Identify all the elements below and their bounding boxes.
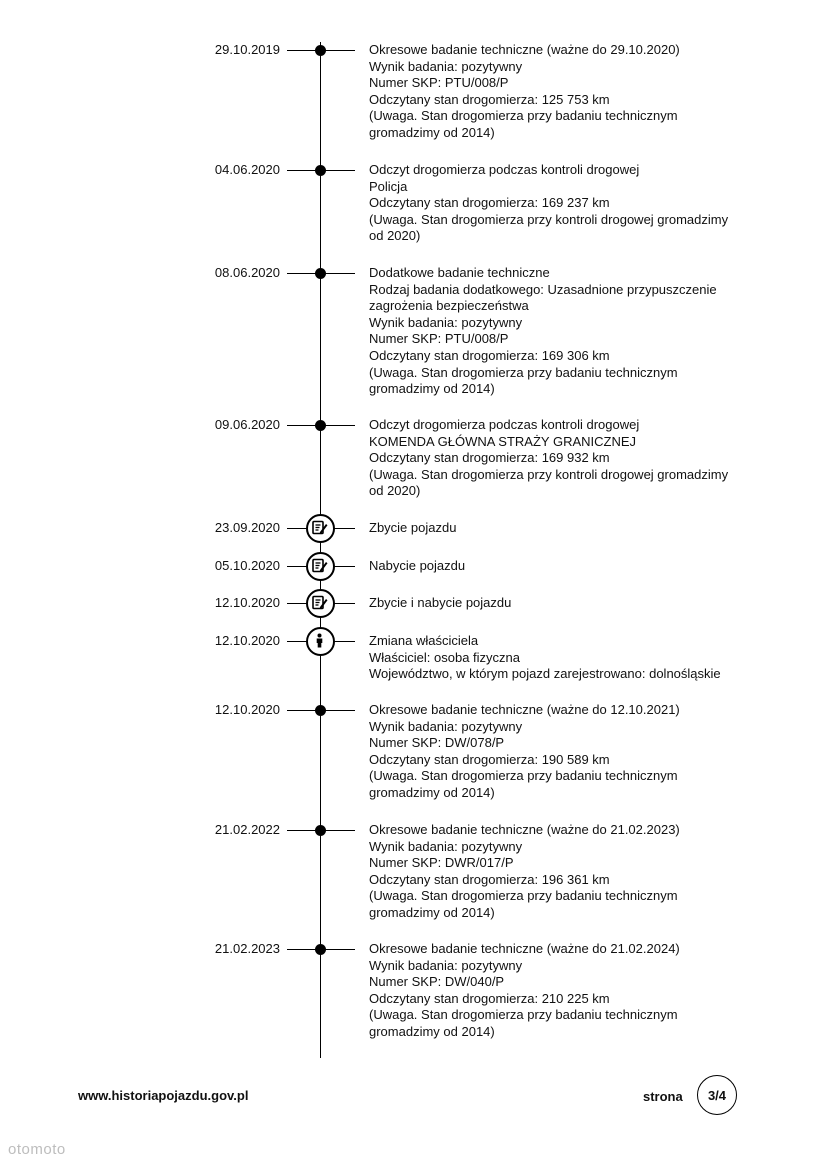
- person-icon: [306, 627, 335, 656]
- entry-line: gromadzimy od 2014): [369, 1023, 495, 1039]
- timeline-dot: [315, 268, 326, 279]
- entry-date: 05.10.2020: [214, 558, 280, 573]
- page-number: 3/4: [707, 1087, 727, 1103]
- entry-description: [369, 633, 769, 683]
- entry-description: [369, 558, 769, 575]
- entry-line: Wynik badania: pozytywny: [369, 314, 523, 330]
- entry-date: 21.02.2023: [214, 941, 280, 956]
- entry-line: gromadzimy od 2014): [369, 784, 495, 800]
- entry-line: Numer SKP: DW/078/P: [369, 735, 505, 751]
- entry-line: gromadzimy od 2014): [369, 904, 495, 920]
- entry-line: Numer SKP: PTU/008/P: [369, 75, 509, 91]
- entry-line: (Uwaga. Stan drogomierza przy badaniu technicznym: [369, 364, 678, 380]
- entry-line: od 2020): [369, 483, 421, 499]
- entry-line: gromadzimy od 2014): [369, 124, 495, 140]
- entry-line: Odczytany stan drogomierza: 210 225 km: [369, 990, 610, 1006]
- entry-line: Numer SKP: DWR/017/P: [369, 855, 514, 871]
- entry-date: 12.10.2020: [214, 702, 280, 717]
- entry-description: [369, 42, 769, 142]
- document-edit-icon: [306, 514, 335, 543]
- timeline-dot: [315, 825, 326, 836]
- entry-line: gromadzimy od 2014): [369, 381, 495, 397]
- entry-line: (Uwaga. Stan drogomierza przy badaniu technicznym: [369, 1007, 678, 1023]
- entry-line: Właściciel: osoba fizyczna: [369, 649, 520, 665]
- connector-right: [321, 273, 355, 274]
- entry-date: 12.10.2020: [214, 633, 280, 648]
- timeline-dot: [315, 420, 326, 431]
- connector-right: [321, 949, 355, 950]
- document-edit-icon: [306, 589, 335, 618]
- timeline-dot: [315, 705, 326, 716]
- document-edit-icon: [306, 552, 335, 581]
- entry-description: [369, 941, 769, 1041]
- entry-line: Wynik badania: pozytywny: [369, 838, 523, 854]
- entry-line: Odczytany stan drogomierza: 169 306 km: [369, 347, 610, 363]
- connector-right: [321, 50, 355, 51]
- entry-date: 29.10.2019: [214, 42, 280, 57]
- entry-line: (Uwaga. Stan drogomierza przy badaniu technicznym: [369, 108, 678, 124]
- timeline-dot: [315, 165, 326, 176]
- entry-line: Okresowe badanie techniczne (ważne do 29.10.2020): [369, 42, 680, 57]
- entry-line: zagrożenia bezpieczeństwa: [369, 298, 529, 314]
- entry-line: Odczytany stan drogomierza: 190 589 km: [369, 751, 610, 767]
- entry-line: (Uwaga. Stan drogomierza przy badaniu technicznym: [369, 888, 678, 904]
- timeline-dot: [315, 45, 326, 56]
- entry-line: Rodzaj badania dodatkowego: Uzasadnione przypuszczenie: [369, 281, 717, 297]
- entry-line: (Uwaga. Stan drogomierza przy badaniu technicznym: [369, 768, 678, 784]
- entry-line: (Uwaga. Stan drogomierza przy kontroli drogowej gromadzimy: [369, 211, 729, 227]
- entry-line: Numer SKP: DW/040/P: [369, 974, 505, 990]
- entry-date: 21.02.2022: [214, 822, 280, 837]
- entry-line: Odczyt drogomierza podczas kontroli drogowej: [369, 162, 640, 177]
- entry-date: 12.10.2020: [214, 595, 280, 610]
- entry-date: 08.06.2020: [214, 265, 280, 280]
- watermark: otomoto: [8, 1141, 66, 1158]
- entry-date: 04.06.2020: [214, 162, 280, 177]
- entry-line: Odczytany stan drogomierza: 169 932 km: [369, 450, 610, 466]
- connector-right: [321, 425, 355, 426]
- entry-date: 23.09.2020: [214, 520, 280, 535]
- entry-line: Odczyt drogomierza podczas kontroli drogowej: [369, 417, 640, 432]
- footer-url[interactable]: www.historiapojazdu.gov.pl: [78, 1088, 249, 1103]
- entry-date: 09.06.2020: [214, 417, 280, 432]
- entry-line: Zbycie pojazdu: [369, 520, 457, 535]
- entry-line: Województwo, w którym pojazd zarejestrowano: dolnośląskie: [369, 666, 721, 682]
- entry-line: (Uwaga. Stan drogomierza przy kontroli drogowej gromadzimy: [369, 466, 729, 482]
- entry-line: Wynik badania: pozytywny: [369, 957, 523, 973]
- entry-line: KOMENDA GŁÓWNA STRAŻY GRANICZNEJ: [369, 433, 637, 449]
- entry-line: Dodatkowe badanie techniczne: [369, 265, 550, 280]
- connector-right: [321, 710, 355, 711]
- entry-line: Odczytany stan drogomierza: 196 361 km: [369, 871, 610, 887]
- entry-description: [369, 417, 769, 500]
- entry-description: [369, 265, 769, 398]
- footer-page-label: strona: [643, 1089, 683, 1104]
- entry-line: od 2020): [369, 228, 421, 244]
- entry-line: Nabycie pojazdu: [369, 558, 466, 573]
- entry-line: Numer SKP: PTU/008/P: [369, 331, 509, 347]
- entry-description: [369, 702, 769, 802]
- entry-line: Wynik badania: pozytywny: [369, 58, 523, 74]
- entry-description: [369, 595, 769, 612]
- entry-line: Zmiana właściciela: [369, 633, 479, 648]
- connector-right: [321, 830, 355, 831]
- entry-line: Odczytany stan drogomierza: 125 753 km: [369, 91, 610, 107]
- connector-right: [321, 170, 355, 171]
- timeline-dot: [315, 944, 326, 955]
- entry-description: [369, 822, 769, 922]
- page-number-badge: [697, 1075, 737, 1115]
- entry-line: Policja: [369, 178, 408, 194]
- entry-description: [369, 162, 769, 245]
- entry-line: Okresowe badanie techniczne (ważne do 12.10.2021): [369, 702, 680, 717]
- entry-description: [369, 520, 769, 537]
- timeline-axis: [320, 42, 321, 1058]
- entry-line: Zbycie i nabycie pojazdu: [369, 595, 512, 610]
- entry-line: Odczytany stan drogomierza: 169 237 km: [369, 195, 610, 211]
- entry-line: Okresowe badanie techniczne (ważne do 21.02.2024): [369, 941, 680, 956]
- entry-line: Wynik badania: pozytywny: [369, 718, 523, 734]
- entry-line: Okresowe badanie techniczne (ważne do 21.02.2023): [369, 822, 680, 837]
